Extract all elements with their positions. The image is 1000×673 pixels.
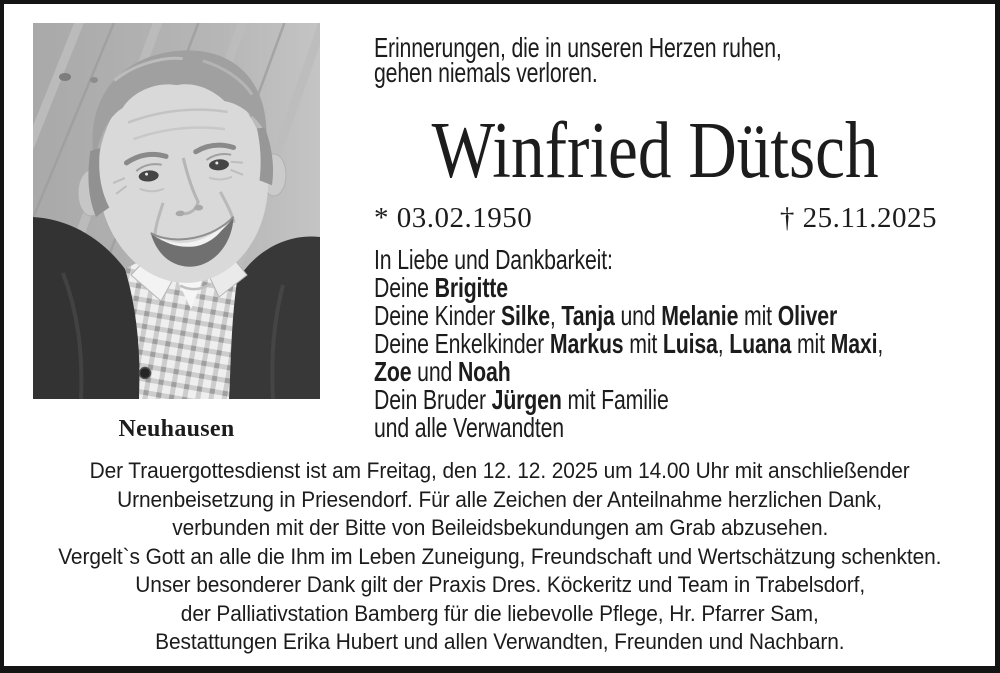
death-date: † 25.11.2025	[779, 202, 937, 234]
birth-date: * 03.02.1950	[374, 202, 533, 234]
service-announcement	[0, 457, 1000, 657]
family-line: Dein Bruder Jürgen mit Familie	[374, 384, 669, 415]
family-line: In Liebe und Dankbarkeit:	[374, 244, 613, 275]
epigraph-line-2: gehen niemals verloren.	[374, 57, 598, 88]
life-dates	[374, 204, 937, 233]
service-line: Bestattungen Erika Hubert und allen Verwandten, Freunden und Nachbarn.	[155, 629, 845, 654]
family-line: Deine Kinder Silke, Tanja und Melanie mit Oliver	[374, 300, 838, 331]
service-line: Urnenbeisetzung in Priesendorf. Für alle Zeichen der Anteilnahme herzlichen Dank,	[117, 486, 883, 512]
service-line: Unser besonderer Dank gilt der Praxis Dres. Köckeritz und Team in Trabelsdorf,	[135, 572, 865, 597]
family-line: Deine Brigitte	[374, 272, 508, 303]
family-line: Deine Enkelkinder Markus mit Luisa, Luana mit Maxi,	[374, 328, 884, 359]
service-line: der Palliativstation Bamberg für die liebevolle Pflege, Hr. Pfarrer Sam,	[181, 600, 819, 626]
service-line: Vergelt`s Gott an alle die Ihm im Leben Zuneigung, Freundschaft und Wertschätzung schenkten.	[58, 543, 942, 569]
portrait-photo	[33, 23, 320, 399]
cardigan-button	[140, 368, 151, 379]
service-line: Der Trauergottesdienst ist am Freitag, den 12. 12. 2025 um 14.00 Uhr mit anschließender	[89, 458, 911, 483]
epigraph	[374, 32, 910, 88]
service-line: verbunden mit der Bitte von Beileidsbekundungen am Grab abzusehen.	[171, 515, 828, 540]
family-line: Zoe und Noah	[374, 356, 511, 387]
family-farewell	[374, 246, 1000, 442]
photo-caption: Neuhausen	[118, 416, 235, 442]
family-line: und alle Verwandten	[374, 412, 564, 443]
deceased-name: Winfried Dütsch	[431, 107, 880, 195]
epigraph-line-1: Erinnerungen, die in unseren Herzen ruhen,	[374, 32, 782, 63]
